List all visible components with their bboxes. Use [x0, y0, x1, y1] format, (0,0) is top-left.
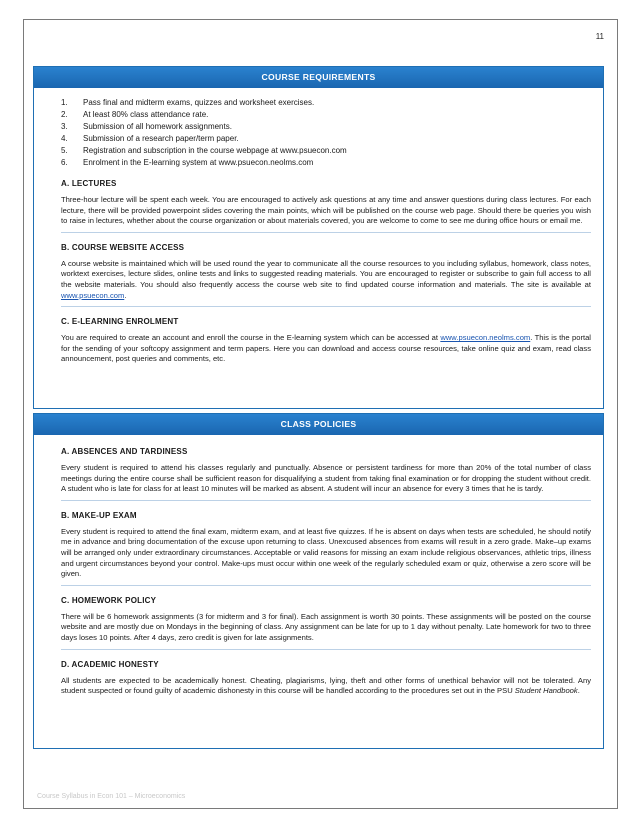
academic-honesty-text: All students are expected to be academically honest. Cheating, plagiarisms, lying, theft and other forms of unethical behavior will not be tolerated. Any student suspected or found guilty of academic dishonesty in this course will be handled according to the procedures set out in the PSU Student Handbook.	[61, 675, 591, 696]
neolms-link[interactable]: www.psuecon.neolms.com	[440, 333, 531, 343]
absences-text: Every student is required to attend his classes regularly and punctually. Absence or persistent tardiness for more than 20% of the total number of class meetings during the entire course shall be sufficient reason for disqualifying a student from taking final examination or for dropping the student without credit. A student who is late for class for at least 10 minutes will be marked as absent. A student will incur an absence for every 3 times that he is tardy.	[61, 463, 591, 501]
student-handbook-emphasis: Student Handbook	[514, 686, 578, 696]
makeup-exam-title: B. MAKE-UP EXAM	[61, 510, 137, 520]
list-item: 1. Pass final and midterm exams, quizzes and worksheet exercises.	[61, 98, 315, 107]
course-requirements-body	[34, 88, 603, 370]
list-item: 5. Registration and subscription in the course webpage at www.psuecon.com	[61, 146, 347, 155]
academic-honesty-title: D. ACADEMIC HONESTY	[61, 659, 159, 669]
page-number: 11	[595, 32, 604, 41]
class-policies-body	[34, 435, 603, 702]
list-item: 2. At least 80% class attendance rate.	[61, 110, 209, 119]
homework-policy-text: There will be 6 homework assignments (3 for midterm and 3 for final). Each assignment is worth 30 points. These assignments will be posted on the course website and are mostly due on Mondays in the beginning of class. Any assignment can be late for up to 1 day without penalty. Late homework for two to three days loses 10 points. After 4 days, zero credit is given for late assignments.	[61, 612, 591, 650]
website-access-title: B. COURSE WEBSITE ACCESS	[61, 242, 185, 252]
lectures-title: A. LECTURES	[61, 179, 117, 188]
class-policies-section	[33, 413, 604, 749]
elearning-title: C. E-LEARNING ENROLMENT	[61, 317, 179, 327]
list-item: 6. Enrolment in the E-learning system at www.psuecon.neolms.com	[61, 158, 314, 167]
homework-policy-title: C. HOMEWORK POLICY	[61, 595, 157, 605]
makeup-exam-text: Every student is required to attend the final exam, midterm exam, and at least five quizzes. If he is absent on days when tests are scheduled, he should notify me in advance and bring documentation of the excuse upon returning to class. Unexcused absences from exams will result in a zero grade. Make–up exams will be arranged only under extraordinary circumstances. Acceptable or valid reasons for missing an exam include religious observances, athletic trips, illness and urgent circumstances beyond your control. Make-ups must occur within one week of the regularly scheduled exam or quiz, otherwise a zero score will be given.	[61, 527, 591, 586]
psuecon-link[interactable]: www.psuecon.com	[61, 290, 125, 300]
course-requirements-section	[33, 66, 604, 409]
requirements-list	[61, 97, 591, 169]
lectures-text: Three-hour lecture will be spent each week. You are encouraged to actively ask questions at any time and answer questions during class lectures. For each lecture, there will be provided powerpoint slides covering the main points, which will be published on the course web page. Should there be queries you wish to raise in lectures, whether about the course organization or about materials covered, you are welcome to come to see me during office hours or email me.	[61, 195, 591, 233]
list-item: 3. Submission of all homework assignments.	[61, 122, 232, 131]
course-requirements-header: COURSE REQUIREMENTS	[34, 67, 603, 88]
absences-title: A. ABSENCES AND TARDINESS	[61, 447, 188, 456]
website-access-text: A course website is maintained which will be used round the year to communicate all the course resources to you including syllabus, homework, class notes, worktext exercises, lecture slides, online tests and links to suggested reading materials. You are encouraged to register or subscribe to gain full access to all the website materials. You should also frequently access the course web site to find updated course information and materials. The site is available at www.psuecon.com.	[61, 259, 591, 307]
elearning-text: You are required to create an account and enroll the course in the E-learning system which can be accessed at www.psuecon.neolms.com. This is the portal for the sending of your softcopy assignment and term papers. Here you can download and access course resources, take online quiz and exam, read class announcement, post queries and comments, etc.	[61, 333, 591, 364]
list-item: 4. Submission of a research paper/term paper.	[61, 134, 239, 143]
class-policies-header: CLASS POLICIES	[34, 414, 603, 435]
footer-text: Course Syllabus in Econ 101 – Microeconomics	[37, 793, 186, 800]
